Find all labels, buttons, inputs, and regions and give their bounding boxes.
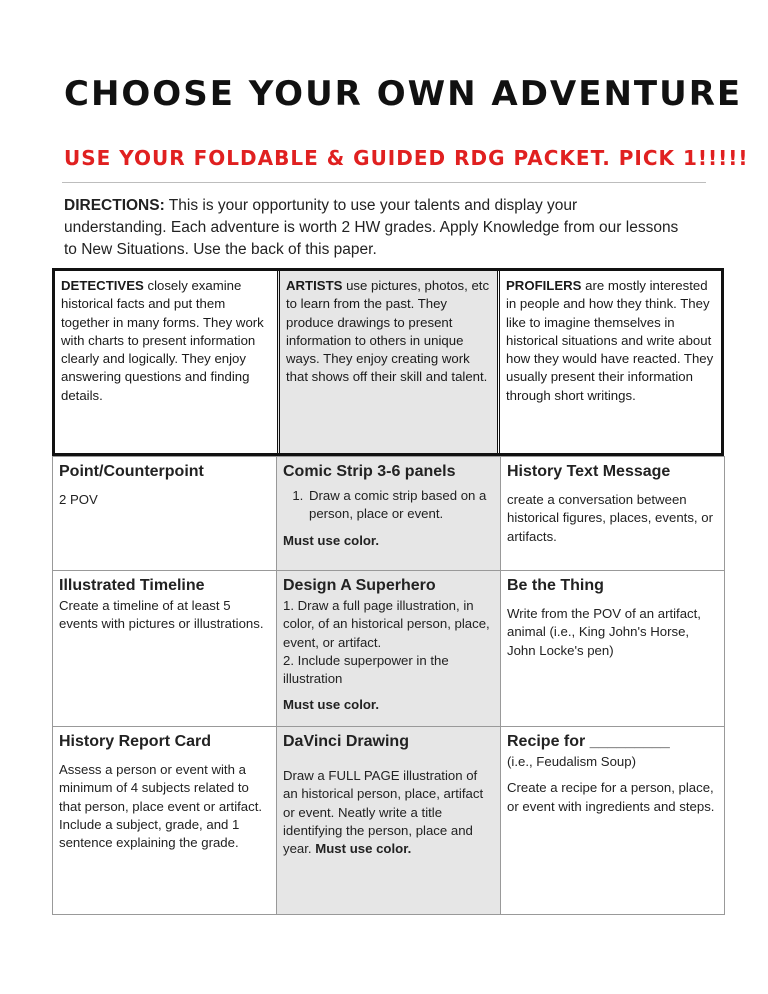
role-detectives [55, 271, 277, 453]
role-description: closely examine historical facts and put them together in many forms. They work with charts to present information clearly and logically. They enjoy answering questions and finding details. [61, 278, 264, 403]
cell-title: Design A Superhero [283, 577, 436, 594]
role-name: PROFILERS [506, 278, 582, 293]
cell-history-text-message [501, 457, 725, 571]
cell-title: Point/Counterpoint [59, 463, 204, 480]
cell-text: Assess a person or event with a minimum of 4 subjects related to that person, place event or artifact. Include a subject, grade, and 1 sentence explaining the grade. [59, 762, 263, 851]
cell-title: Recipe for _________ [507, 733, 670, 750]
cell-text: 2 POV [59, 492, 98, 507]
role-description: use pictures, photos, etc to learn from the past. They produce drawings to present information to others in unique ways. They enjoy creating work that shows off their skill and talent. [286, 278, 490, 385]
directions [64, 195, 684, 261]
role-name: DETECTIVES [61, 278, 144, 293]
role-artists [277, 271, 497, 453]
directions-text: This is your opportunity to use your talents and display your understanding. Each adventure is worth 2 HW grades. Apply Knowledge from our lessons to New Situations. Use the back of this paper. [64, 197, 679, 258]
cell-text: create a conversation between historical figures, places, events, or artifacts. [507, 492, 713, 544]
page-subtitle: USE YOUR FOLDABLE & GUIDED RDG PACKET. PICK 1!!!!! [64, 146, 749, 170]
cell-davinci-drawing [277, 727, 501, 915]
cell-be-the-thing [501, 571, 725, 727]
must-use-color: Must use color. [283, 532, 379, 548]
cell-example: (i.e., Feudalism Soup) [507, 754, 636, 769]
cell-illustrated-timeline [53, 571, 277, 727]
cell-comic-strip [277, 457, 501, 571]
cell-title: History Text Message [507, 463, 671, 480]
cell-text: 1. Draw a full page illustration, in color, of an historical person, place, event, or artifact. [283, 598, 490, 650]
cell-title: History Report Card [59, 733, 212, 750]
cell-text [283, 767, 494, 858]
divider [62, 182, 706, 183]
adventure-grid [52, 456, 725, 915]
table-row [53, 571, 725, 727]
table-row [53, 457, 725, 571]
cell-text-body: Draw a FULL PAGE illustration of an historical person, place, artifact or event. Neatly write a title identifying the person, place and year. [283, 768, 484, 857]
page-title: CHOOSE YOUR OWN ADVENTURE [64, 74, 743, 114]
cell-text: Write from the POV of an artifact, animal (i.e., King John's Horse, John Locke's pen) [507, 606, 701, 658]
cell-text: Create a recipe for a person, place, or event with ingredients and steps. [507, 780, 715, 814]
cell-text: Create a timeline of at least 5 events with pictures or illustrations. [59, 598, 264, 632]
must-use-color: Must use color. [283, 697, 379, 713]
must-use-color: Must use color. [315, 841, 412, 857]
table-row [53, 727, 725, 915]
list-item: 1. Draw a comic strip based on a person, place or event. [307, 487, 494, 524]
directions-label: DIRECTIONS: [64, 197, 165, 214]
cell-recipe [501, 727, 725, 915]
cell-title: Be the Thing [507, 577, 604, 594]
cell-title: Comic Strip 3-6 panels [283, 463, 456, 480]
cell-title: DaVinci Drawing [283, 733, 409, 750]
roles-box [52, 268, 724, 456]
role-name: ARTISTS [286, 278, 343, 293]
cell-history-report-card [53, 727, 277, 915]
cell-list [283, 487, 494, 524]
cell-design-superhero [277, 571, 501, 727]
role-description: are mostly interested in people and how they think. They like to imagine themselves in historical situations and write about how they would have reacted. They usually present their information through short writings. [506, 278, 714, 403]
cell-title: Illustrated Timeline [59, 577, 205, 594]
cell-text: 2. Include superpower in the illustration [283, 652, 449, 687]
role-profilers [497, 271, 721, 453]
cell-point-counterpoint [53, 457, 277, 571]
